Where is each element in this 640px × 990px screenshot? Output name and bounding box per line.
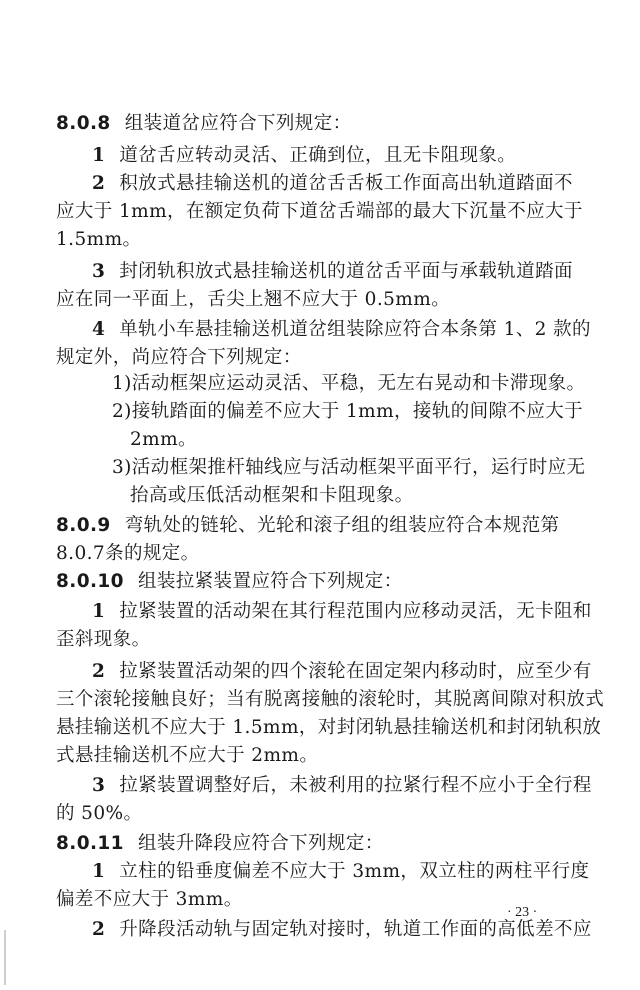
text-line: 应在同一平面上，舌尖上翘不应大于 0.5mm。	[56, 289, 451, 310]
clause-number: 8.0.8	[56, 113, 111, 134]
clause-title: 组装拉紧装置应符合下列规定：	[137, 571, 403, 592]
clause-8-0-8-heading	[56, 108, 352, 140]
clause-title: 组装升降段应符合下列规定：	[137, 833, 384, 854]
item-number: 4	[92, 319, 106, 340]
item-text: 升降段活动轨与固定轨对接时，轨道工作面的高低差不应	[119, 919, 592, 940]
text-line: 1.5mm。	[56, 229, 142, 250]
sub-item-3: 3)活动框架推杆轴线应与活动框架平面平行，运行时应无	[112, 457, 586, 478]
text-line: 悬挂输送机不应大于 1.5mm，对封闭轨悬挂输送机和封闭轨积放	[56, 717, 602, 738]
text-line: 2mm。	[130, 429, 197, 450]
sub-item-2: 2)接轨踏面的偏差不应大于 1mm，接轨的间隙不应大于	[112, 401, 584, 422]
item-text: 封闭轨积放式悬挂输送机的道岔舌平面与承载轨道踏面	[119, 261, 573, 282]
text-line: 应大于 1mm，在额定负荷下道岔舌端部的最大下沉量不应大于	[56, 201, 583, 222]
clause-number: 8.0.10	[56, 571, 124, 592]
item-number: 1	[92, 861, 106, 882]
text-line: 抬高或压低活动框架和卡阻现象。	[130, 485, 414, 506]
item-number: 2	[92, 173, 106, 194]
item-number: 3	[92, 775, 106, 796]
item-text: 积放式悬挂输送机的道岔舌舌板工作面高出轨道踏面不	[119, 173, 573, 194]
item-text: 拉紧装置的活动架在其行程范围内应移动灵活，无卡阻和	[119, 601, 592, 622]
item-number: 1	[92, 601, 106, 622]
item-text: 拉紧装置活动架的四个滚轮在固定架内移动时，应至少有	[119, 661, 592, 682]
clause-8-0-10-item-3	[92, 770, 592, 802]
text-line: 偏差不应大于 3mm。	[56, 889, 243, 910]
text-line: 的 50%。	[56, 803, 143, 824]
page-number: · 23 ·	[507, 905, 538, 920]
item-number: 2	[92, 661, 106, 682]
clause-text: 弯轨处的链轮、光轮和滚子组的组装应符合本规范第	[124, 515, 560, 536]
text-line: 歪斜现象。	[56, 629, 151, 650]
sub-item-1: 1)活动框架应运动灵活、平稳，无左右晃动和卡滞现象。	[112, 373, 586, 394]
scan-edge-divider	[4, 930, 6, 985]
text-line: 规定外，尚应符合下列规定：	[56, 347, 302, 368]
clause-8-0-10-item-1	[92, 596, 592, 628]
clause-number: 8.0.9	[56, 515, 111, 536]
text-line: 三个滚轮接触良好；当有脱离接触的滚轮时，其脱离间隙对积放式	[56, 689, 605, 710]
clause-title: 组装道岔应符合下列规定：	[124, 113, 352, 134]
clause-number: 8.0.11	[56, 833, 124, 854]
item-text: 拉紧装置调整好后，未被利用的拉紧行程不应小于全行程	[119, 775, 592, 796]
item-number: 1	[92, 145, 106, 166]
item-text: 单轨小车悬挂输送机道岔组装除应符合本条第 1、2 款的	[119, 319, 591, 340]
text-line: 式悬挂输送机不应大于 2mm。	[56, 745, 319, 766]
item-text: 道岔舌应转动灵活、正确到位，且无卡阻现象。	[119, 145, 517, 166]
item-number: 2	[92, 919, 106, 940]
item-number: 3	[92, 261, 106, 282]
item-text: 立柱的铅垂度偏差不应大于 3mm，双立柱的两柱平行度	[119, 861, 590, 882]
text-line: 8.0.7条的规定。	[56, 543, 200, 564]
clause-8-0-10-heading	[56, 566, 403, 598]
